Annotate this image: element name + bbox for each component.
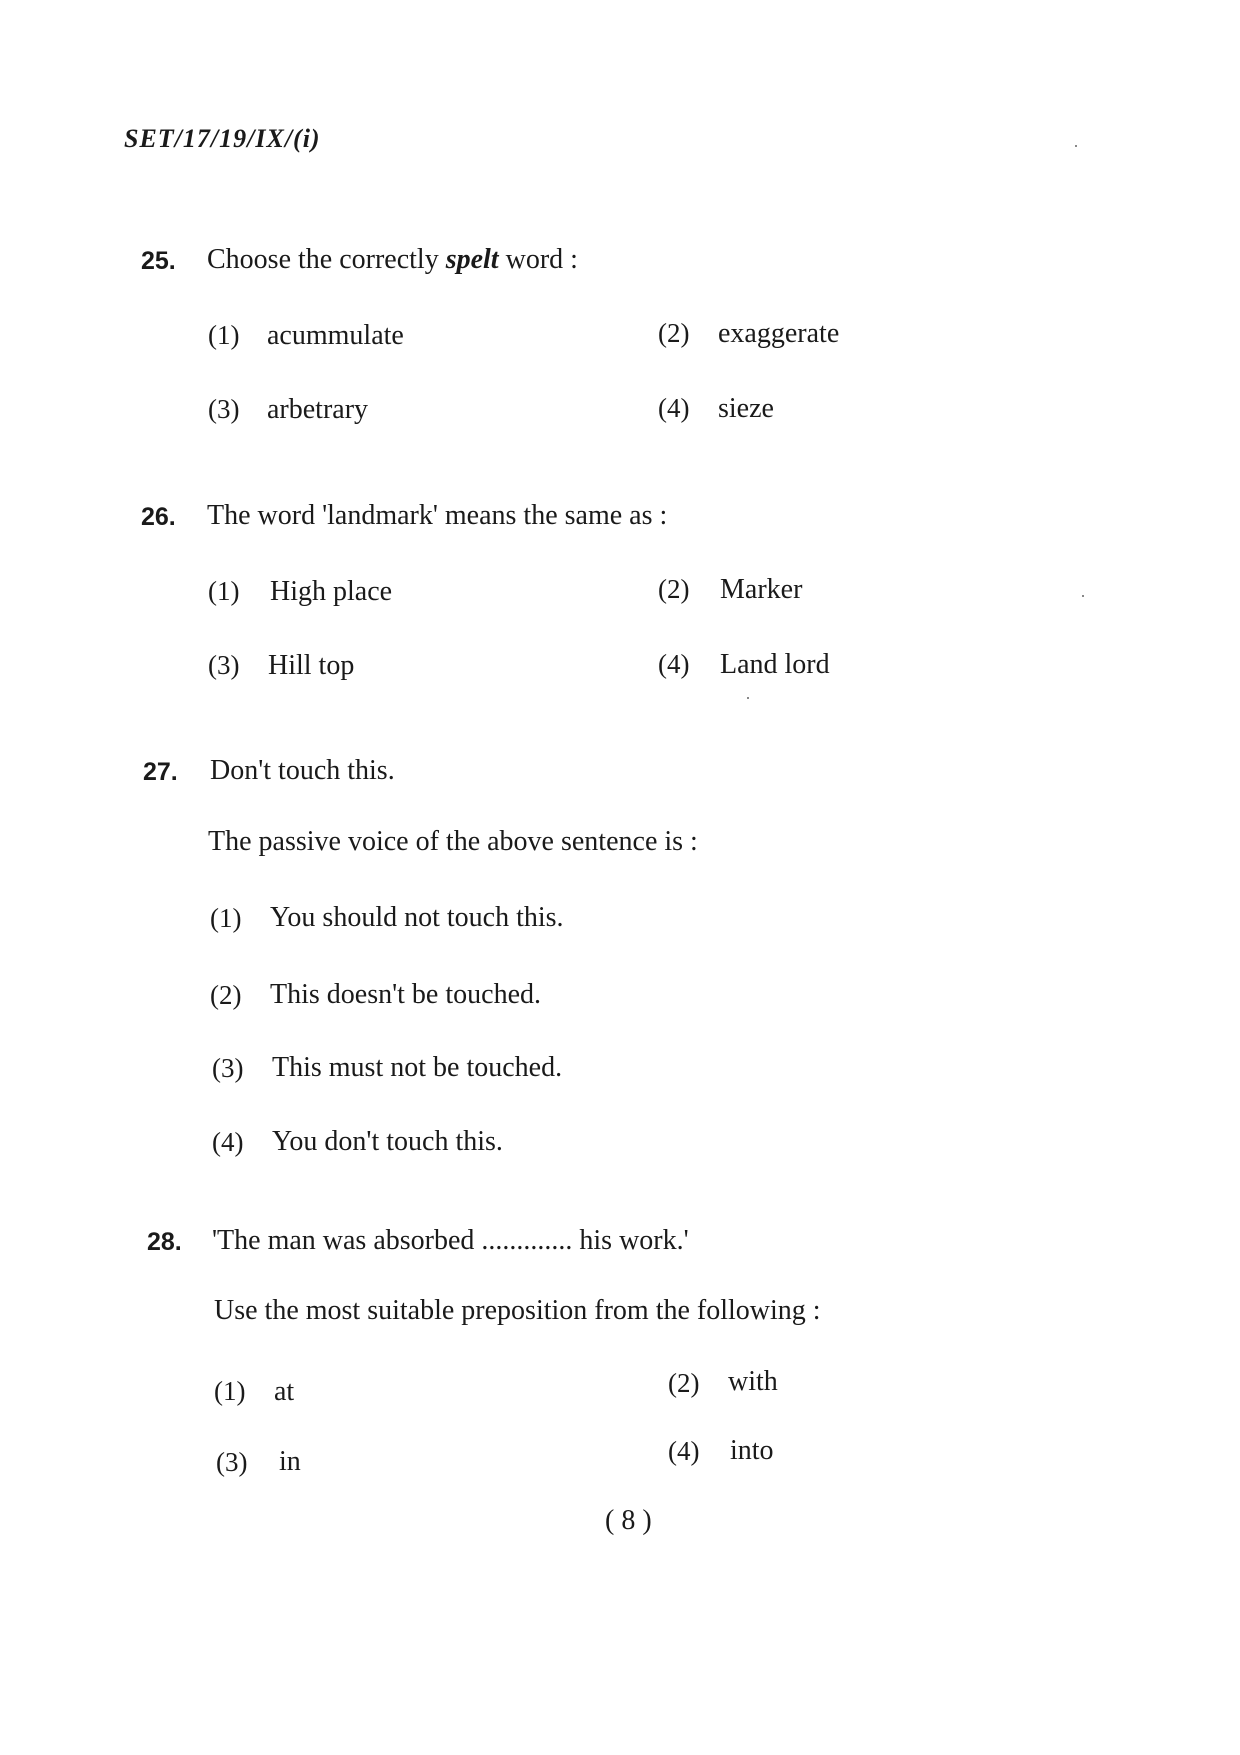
option-text: exaggerate [718,318,840,349]
option-number: (3) [208,650,240,680]
option-number: (1) [208,320,240,350]
paper-code: SET/17/19/IX/(i) [124,124,321,153]
option-number: (4) [212,1127,244,1157]
option-text: Hill top [268,650,355,681]
option-number: (4) [658,393,690,423]
option-text: Marker [720,574,803,605]
option-text: Land lord [720,649,830,680]
option-number: (2) [668,1368,700,1398]
option-number: (3) [216,1447,248,1477]
question-number: 26. [141,503,176,531]
scan-speck [1082,595,1084,597]
option-text: into [730,1435,774,1466]
option-number: (3) [208,394,240,424]
option-number: (2) [210,980,242,1010]
option-text: in [279,1446,301,1477]
option-text: This must not be touched. [272,1052,563,1083]
question-text-part: Choose the correctly [207,244,446,275]
question-text: The word 'landmark' means the same as : [207,500,668,531]
option-text: acummulate [267,320,404,351]
question-number: 25. [141,247,176,275]
question-number: 27. [143,758,178,786]
question-text-part: word : [498,244,578,275]
scan-speck [747,697,749,699]
scan-speck [1075,145,1077,147]
option-text: with [728,1366,778,1397]
option-number: (1) [208,576,240,606]
question-text [207,244,578,276]
option-text: at [274,1376,295,1407]
page-number: ( 8 ) [605,1505,652,1536]
question-text: 'The man was absorbed ............. his work.' [212,1225,689,1256]
option-number: (4) [658,649,690,679]
question-number: 28. [147,1228,182,1256]
option-text: You should not touch this. [270,902,564,933]
option-number: (4) [668,1436,700,1466]
question-subtext: Use the most suitable preposition from the following : [214,1295,821,1326]
option-text: arbetrary [267,394,369,425]
question-subtext: The passive voice of the above sentence is : [208,826,698,857]
emphasized-word: spelt [445,244,499,275]
option-number: (2) [658,574,690,604]
option-text: You don't touch this. [272,1126,503,1157]
option-number: (1) [214,1376,246,1406]
option-text: sieze [718,393,774,424]
option-text: High place [270,576,393,607]
option-text: This doesn't be touched. [270,979,541,1010]
option-number: (1) [210,903,242,933]
option-number: (3) [212,1053,244,1083]
option-number: (2) [658,318,690,348]
question-text: Don't touch this. [210,755,395,786]
